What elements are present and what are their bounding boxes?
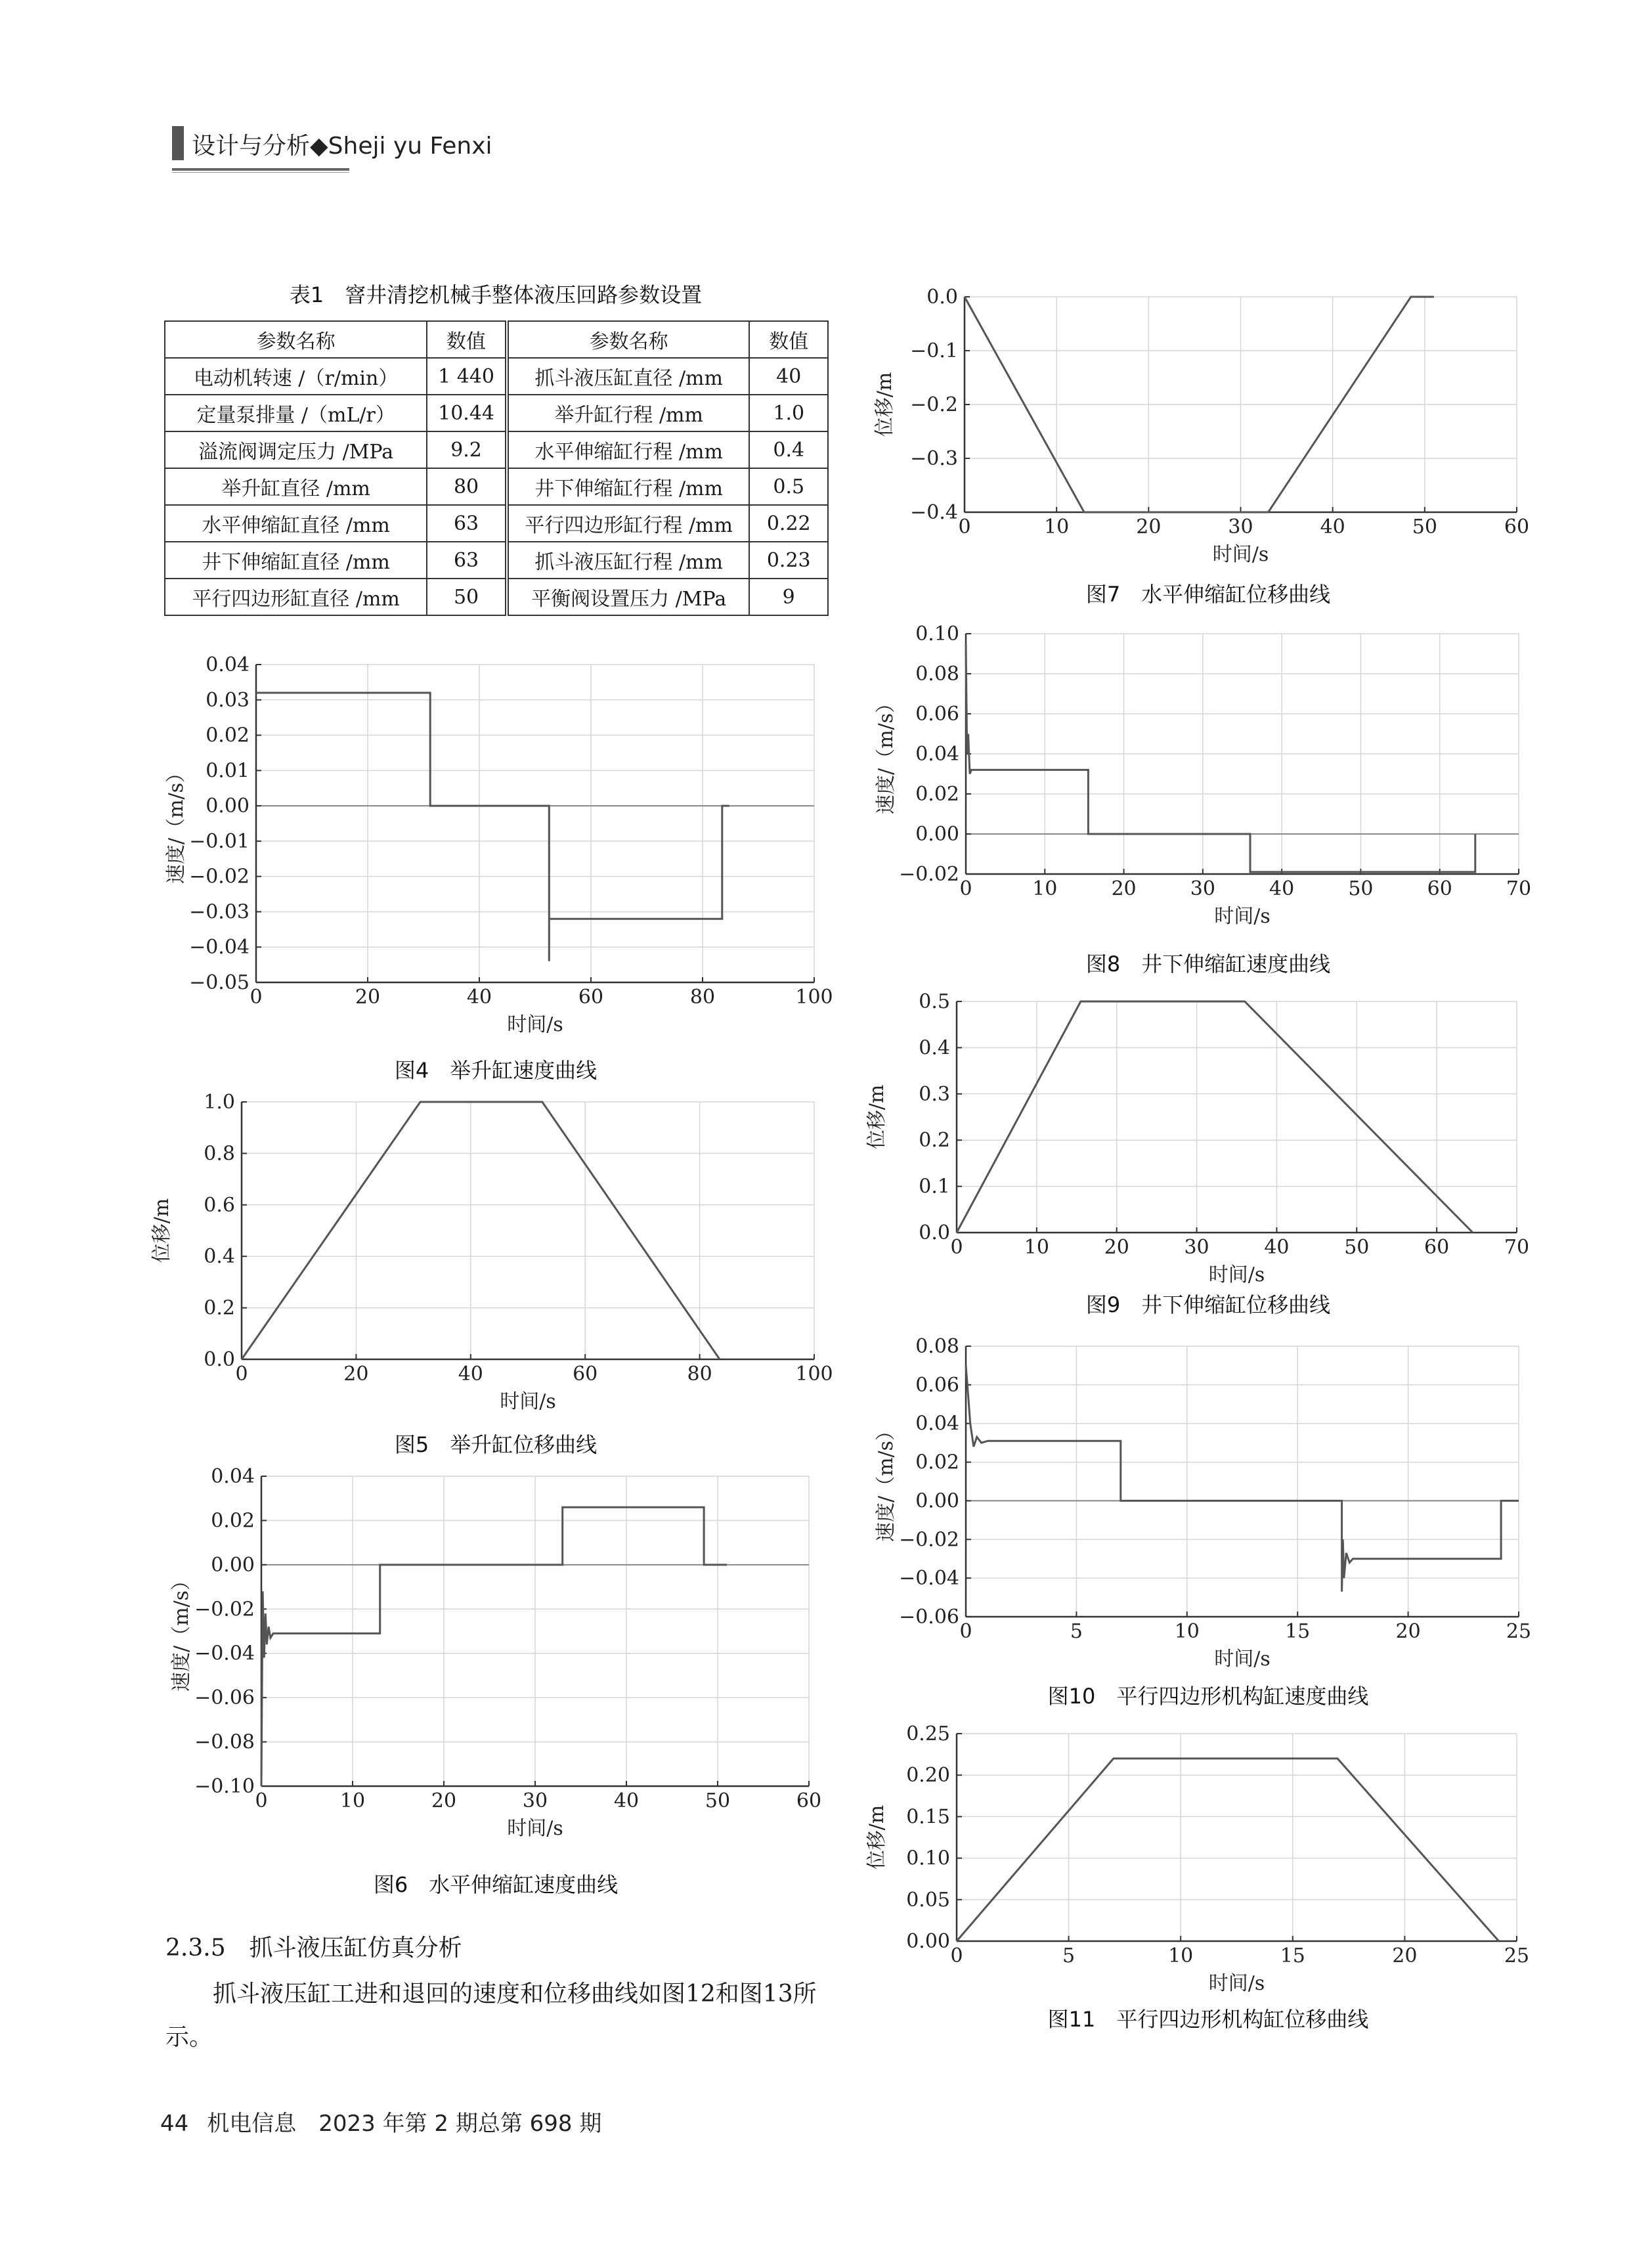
table-cell: 63 bbox=[427, 505, 507, 542]
y-tick-label: −0.4 bbox=[910, 501, 958, 524]
y-tick-label: 0.08 bbox=[915, 1335, 959, 1358]
params-table bbox=[164, 320, 829, 616]
table-cell: 溢流阀调定压力 /MPa bbox=[165, 431, 427, 468]
header-rule-thin bbox=[172, 172, 349, 173]
table-header-row bbox=[165, 321, 828, 358]
y-tick-label: 1.0 bbox=[204, 1091, 235, 1114]
x-tick-label: 20 bbox=[431, 1789, 457, 1812]
y-tick-label: 0.10 bbox=[915, 623, 959, 646]
fig4-chart bbox=[158, 651, 840, 1053]
fig7-chart bbox=[873, 276, 1540, 584]
y-tick-label: 0.10 bbox=[906, 1847, 950, 1870]
x-tick-label: 50 bbox=[1344, 1236, 1370, 1259]
page-footer bbox=[160, 2105, 601, 2137]
x-tick-label: 15 bbox=[1280, 1944, 1305, 1967]
table-cell: 井下伸缩缸直径 /mm bbox=[165, 542, 427, 579]
header-marker bbox=[172, 126, 184, 160]
table-cell: 举升缸直径 /mm bbox=[165, 468, 427, 505]
y-tick-label: 0.04 bbox=[915, 743, 959, 766]
y-tick-label: 0.08 bbox=[915, 663, 959, 686]
table-cell: 0.23 bbox=[749, 542, 828, 579]
section-heading: 2.3.5 抓斗液压缸仿真分析 bbox=[165, 1935, 462, 1961]
y-tick-label: −0.04 bbox=[194, 1642, 255, 1665]
x-tick-label: 40 bbox=[1264, 1236, 1290, 1259]
y-tick-label: 0.5 bbox=[919, 990, 950, 1013]
y-tick-label: −0.1 bbox=[910, 340, 958, 362]
x-tick-label: 30 bbox=[1190, 877, 1215, 900]
table-row bbox=[165, 431, 828, 468]
table-cell: 0.22 bbox=[749, 505, 828, 542]
y-tick-label: 0.00 bbox=[206, 795, 250, 818]
y-tick-label: −0.10 bbox=[194, 1775, 255, 1798]
table-cell: 9.2 bbox=[427, 431, 507, 468]
running-header: 设计与分析◆Sheji yu Fenxi bbox=[192, 133, 492, 160]
y-tick-label: 0.04 bbox=[915, 1412, 959, 1435]
fig10-caption: 图10 平行四边形机构缸速度曲线 bbox=[1047, 1684, 1369, 1709]
col-header: 参数名称 bbox=[507, 321, 750, 358]
x-tick-label: 20 bbox=[1392, 1944, 1418, 1967]
y-tick-label: −0.02 bbox=[899, 863, 959, 886]
table1-caption: 表1 窨井清挖机械手整体液压回路参数设置 bbox=[289, 282, 703, 307]
x-tick-label: 30 bbox=[522, 1789, 548, 1812]
x-tick-label: 50 bbox=[1412, 515, 1437, 538]
y-tick-label: 0.0 bbox=[919, 1221, 950, 1244]
x-tick-label: 40 bbox=[1269, 877, 1295, 900]
x-tick-label: 60 bbox=[578, 986, 604, 1009]
table-cell: 抓斗液压缸直径 /mm bbox=[507, 358, 750, 395]
y-tick-label: 0.3 bbox=[919, 1082, 950, 1106]
x-tick-label: 10 bbox=[1032, 877, 1058, 900]
y-tick-label: 0.00 bbox=[906, 1930, 950, 1953]
fig8-chart bbox=[877, 621, 1540, 946]
x-tick-label: 10 bbox=[1044, 515, 1070, 538]
y-tick-label: 0.01 bbox=[206, 759, 250, 783]
y-tick-label: 0.15 bbox=[906, 1805, 950, 1829]
y-tick-label: 0.05 bbox=[906, 1888, 950, 1912]
x-axis-label: 时间/s bbox=[1208, 1263, 1265, 1286]
x-tick-label: 70 bbox=[1506, 877, 1532, 900]
x-tick-label: 70 bbox=[1504, 1236, 1530, 1259]
x-tick-label: 100 bbox=[795, 1363, 833, 1386]
x-tick-label: 20 bbox=[1136, 515, 1162, 538]
fig9-chart bbox=[865, 988, 1540, 1297]
fig11-caption: 图11 平行四边形机构缸位移曲线 bbox=[1047, 2007, 1369, 2032]
body-paragraph bbox=[165, 1973, 829, 2059]
fig11-chart bbox=[865, 1719, 1540, 2008]
x-tick-label: 50 bbox=[1348, 877, 1374, 900]
y-tick-label: 0.2 bbox=[919, 1129, 950, 1152]
y-tick-label: −0.05 bbox=[189, 971, 250, 994]
x-tick-label: 15 bbox=[1285, 1620, 1311, 1643]
y-tick-label: −0.02 bbox=[899, 1528, 959, 1552]
y-axis-label: 位移/m bbox=[873, 372, 896, 437]
table-cell: 水平伸缩缸行程 /mm bbox=[507, 431, 750, 468]
table-cell: 1 440 bbox=[427, 358, 507, 395]
x-tick-label: 60 bbox=[1427, 877, 1452, 900]
y-tick-label: 0.06 bbox=[915, 1373, 959, 1397]
x-tick-label: 20 bbox=[343, 1363, 369, 1386]
y-tick-label: −0.04 bbox=[189, 936, 250, 959]
header-rule bbox=[172, 168, 349, 171]
y-tick-label: 0.03 bbox=[206, 688, 250, 712]
y-tick-label: 0.04 bbox=[211, 1465, 255, 1488]
x-tick-label: 0 bbox=[959, 1620, 972, 1643]
x-axis-label: 时间/s bbox=[500, 1390, 556, 1413]
plot-area bbox=[957, 1734, 1517, 1941]
table-cell: 0.5 bbox=[749, 468, 828, 505]
table-cell: 平衡阀设置压力 /MPa bbox=[507, 579, 750, 615]
y-tick-label: 0.25 bbox=[906, 1722, 950, 1745]
plot-area bbox=[256, 665, 814, 982]
fig5-chart bbox=[150, 1089, 840, 1432]
table-cell: 80 bbox=[427, 468, 507, 505]
journal-info: 机电信息 2023 年第 2 期总第 698 期 bbox=[207, 2111, 602, 2137]
y-tick-label: −0.03 bbox=[189, 900, 250, 924]
fig9-caption: 图9 井下伸缩缸位移曲线 bbox=[1085, 1292, 1331, 1317]
y-tick-label: −0.01 bbox=[189, 829, 250, 853]
x-tick-label: 30 bbox=[1184, 1236, 1209, 1259]
x-tick-label: 50 bbox=[705, 1789, 731, 1812]
table-cell: 0.4 bbox=[749, 431, 828, 468]
table-cell: 10.44 bbox=[427, 395, 507, 431]
x-tick-label: 20 bbox=[1111, 877, 1137, 900]
y-tick-label: 0.0 bbox=[204, 1348, 235, 1371]
table-cell: 电动机转速 /（r/min） bbox=[165, 358, 427, 395]
x-tick-label: 10 bbox=[1168, 1944, 1194, 1967]
y-tick-label: 0.00 bbox=[915, 1489, 959, 1513]
y-tick-label: 0.06 bbox=[915, 703, 959, 726]
y-tick-label: −0.02 bbox=[189, 865, 250, 888]
x-tick-label: 10 bbox=[1024, 1236, 1049, 1259]
x-tick-label: 60 bbox=[573, 1363, 598, 1386]
table-row bbox=[165, 358, 828, 395]
fig4-caption: 图4 举升缸速度曲线 bbox=[394, 1058, 598, 1083]
fig7-caption: 图7 水平伸缩缸位移曲线 bbox=[1085, 582, 1331, 607]
table-row bbox=[165, 542, 828, 579]
y-tick-label: 0.2 bbox=[204, 1296, 235, 1320]
table-row bbox=[165, 395, 828, 431]
table-cell: 9 bbox=[749, 579, 828, 615]
fig8-caption: 图8 井下伸缩缸速度曲线 bbox=[1085, 952, 1331, 976]
x-axis-label: 时间/s bbox=[1214, 905, 1271, 928]
x-tick-label: 5 bbox=[1070, 1620, 1083, 1643]
y-tick-label: 0.4 bbox=[204, 1245, 235, 1269]
x-tick-label: 40 bbox=[613, 1789, 640, 1812]
table-cell: 63 bbox=[427, 542, 507, 579]
y-tick-label: 0.00 bbox=[211, 1553, 255, 1577]
x-tick-label: 60 bbox=[1424, 1236, 1450, 1259]
x-tick-label: 10 bbox=[1174, 1620, 1200, 1643]
y-axis-label: 速度/（m/s） bbox=[170, 1570, 193, 1692]
x-tick-label: 40 bbox=[458, 1363, 483, 1386]
y-tick-label: −0.04 bbox=[899, 1567, 959, 1590]
fig10-chart bbox=[877, 1333, 1540, 1681]
page-number: 44 bbox=[160, 2111, 189, 2137]
x-tick-label: 30 bbox=[1228, 515, 1253, 538]
fig5-caption: 图5 举升缸位移曲线 bbox=[394, 1432, 598, 1457]
table-cell: 举升缸行程 /mm bbox=[507, 395, 750, 431]
plot-area bbox=[242, 1102, 814, 1359]
y-tick-label: 0.0 bbox=[926, 286, 958, 309]
x-tick-label: 0 bbox=[950, 1944, 963, 1967]
x-axis-label: 时间/s bbox=[1208, 1972, 1265, 1995]
table-cell: 水平伸缩缸直径 /mm bbox=[165, 505, 427, 542]
x-tick-label: 100 bbox=[795, 986, 833, 1009]
x-tick-label: 0 bbox=[958, 515, 971, 538]
table-row bbox=[165, 579, 828, 615]
x-tick-label: 0 bbox=[250, 986, 263, 1009]
y-axis-label: 速度/（m/s） bbox=[875, 1420, 898, 1543]
x-tick-label: 10 bbox=[339, 1789, 366, 1812]
table-cell: 井下伸缩缸行程 /mm bbox=[507, 468, 750, 505]
table-cell: 40 bbox=[749, 358, 828, 395]
y-tick-label: 0.02 bbox=[211, 1509, 255, 1533]
x-tick-label: 0 bbox=[959, 877, 972, 900]
y-axis-label: 速度/（m/s） bbox=[875, 693, 898, 815]
paragraph-text: 抓斗液压缸工进和退回的速度和位移曲线如图12和图13所示。 bbox=[165, 1981, 817, 2051]
y-tick-label: 0.02 bbox=[915, 1451, 959, 1474]
x-axis-label: 时间/s bbox=[1214, 1648, 1271, 1671]
plot-area bbox=[957, 1001, 1517, 1233]
plot-area bbox=[966, 1346, 1519, 1617]
y-tick-label: 0.1 bbox=[919, 1175, 950, 1198]
x-tick-label: 60 bbox=[796, 1789, 822, 1812]
y-tick-label: 0.02 bbox=[915, 783, 959, 806]
fig6-chart bbox=[158, 1463, 840, 1856]
x-tick-label: 20 bbox=[1395, 1620, 1421, 1643]
x-axis-label: 时间/s bbox=[507, 1013, 563, 1036]
x-tick-label: 20 bbox=[355, 986, 381, 1009]
x-tick-label: 60 bbox=[1504, 515, 1530, 538]
x-tick-label: 25 bbox=[1504, 1944, 1530, 1967]
y-tick-label: 0.4 bbox=[919, 1036, 950, 1060]
x-tick-label: 0 bbox=[950, 1236, 963, 1259]
y-axis-label: 速度/（m/s） bbox=[165, 762, 188, 885]
y-tick-label: −0.08 bbox=[194, 1730, 255, 1754]
y-tick-label: 0.02 bbox=[206, 724, 250, 747]
y-tick-label: −0.06 bbox=[194, 1686, 255, 1710]
x-tick-label: 80 bbox=[689, 986, 716, 1009]
y-tick-label: 0.6 bbox=[204, 1193, 235, 1217]
y-axis-label: 位移/m bbox=[150, 1198, 173, 1263]
table-row bbox=[165, 505, 828, 542]
col-header: 参数名称 bbox=[165, 321, 427, 358]
y-tick-label: −0.2 bbox=[910, 393, 958, 416]
table-cell: 1.0 bbox=[749, 395, 828, 431]
y-axis-label: 位移/m bbox=[865, 1084, 888, 1150]
y-axis-label: 位移/m bbox=[865, 1805, 888, 1870]
x-axis-label: 时间/s bbox=[1212, 543, 1269, 566]
table-cell: 抓斗液压缸行程 /mm bbox=[507, 542, 750, 579]
x-tick-label: 0 bbox=[235, 1363, 248, 1386]
table-cell: 50 bbox=[427, 579, 507, 615]
y-tick-label: −0.06 bbox=[899, 1606, 959, 1629]
table-cell: 定量泵排量 /（mL/r） bbox=[165, 395, 427, 431]
y-tick-label: 0.04 bbox=[206, 653, 250, 676]
y-tick-label: 0.00 bbox=[915, 823, 959, 846]
y-tick-label: −0.02 bbox=[194, 1598, 255, 1621]
y-tick-label: 0.8 bbox=[204, 1142, 235, 1166]
col-header: 数值 bbox=[427, 321, 507, 358]
x-tick-label: 25 bbox=[1506, 1620, 1532, 1643]
col-header: 数值 bbox=[749, 321, 828, 358]
table-row bbox=[165, 468, 828, 505]
x-tick-label: 40 bbox=[1320, 515, 1345, 538]
x-tick-label: 40 bbox=[466, 986, 492, 1009]
y-tick-label: −0.3 bbox=[910, 447, 958, 470]
x-tick-label: 0 bbox=[255, 1789, 268, 1812]
x-tick-label: 80 bbox=[687, 1363, 712, 1386]
fig6-caption: 图6 水平伸缩缸速度曲线 bbox=[373, 1872, 619, 1897]
x-axis-label: 时间/s bbox=[507, 1817, 563, 1840]
x-tick-label: 20 bbox=[1104, 1236, 1129, 1259]
y-tick-label: 0.20 bbox=[906, 1764, 950, 1787]
table-cell: 平行四边形缸直径 /mm bbox=[165, 579, 427, 615]
x-tick-label: 5 bbox=[1062, 1944, 1076, 1967]
table-cell: 平行四边形缸行程 /mm bbox=[507, 505, 750, 542]
